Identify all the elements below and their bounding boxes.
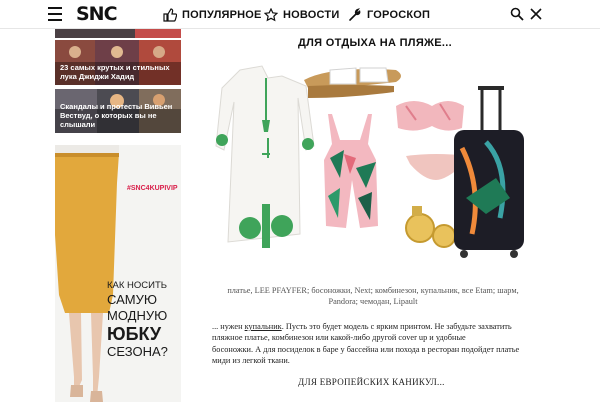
nav-news[interactable] — [264, 8, 339, 22]
nav-popular[interactable] — [163, 8, 262, 22]
nav-horoscope-label: ГОРОСКОП — [367, 9, 431, 21]
sidebar-card-image — [55, 29, 181, 38]
sidebar-card-vivienne-westwood[interactable] — [55, 89, 181, 133]
product-caption-line-1: платье, LEE PFAYFER; босоножки, Next; комбинезон, купальник, все Etam; шарм, — [227, 286, 519, 295]
top-header — [0, 0, 600, 29]
nav-horoscope[interactable] — [348, 8, 430, 22]
paragraph-line-1 — [212, 321, 534, 332]
suitcase-image — [454, 86, 524, 258]
ad-line-3: МОДНУЮ — [107, 308, 168, 323]
star-icon — [264, 8, 278, 22]
paragraph-line-3: босоножки. А для посиделок в баре у бассейна или похода в ресторан подойдет платье — [212, 344, 520, 354]
ad-hashtag: #SNC4KUPIVIP — [127, 185, 178, 192]
charm-image — [406, 206, 455, 247]
ad-line-1: КАК НОСИТЬ — [107, 280, 168, 291]
product-caption-line-2: Pandora; чемодан, Lipault — [328, 297, 418, 306]
search-icon[interactable] — [510, 7, 524, 21]
nav-news-label: НОВОСТИ — [283, 9, 340, 21]
nav-popular-label: ПОПУЛЯРНОЕ — [182, 9, 262, 21]
close-icon[interactable] — [529, 7, 543, 21]
sandals-image — [304, 68, 401, 98]
paragraph-text: . Пусть это будет модель с ярким принтом. Не забудьте захватить — [281, 322, 512, 331]
section-title-beach: ДЛЯ ОТДЫХА НА ПЛЯЖЕ... — [298, 37, 452, 49]
article-paragraph — [212, 321, 534, 367]
ad-line-5: СЕЗОНА? — [107, 344, 168, 359]
jumpsuit-image — [324, 114, 378, 228]
beach-outfit-collage — [210, 58, 530, 278]
site-logo[interactable]: SNC — [76, 3, 117, 25]
paragraph-line-4: миди из легкой ткани. — [212, 356, 290, 366]
wrench-icon — [348, 8, 362, 22]
ad-model-image — [55, 145, 181, 402]
ad-line-4: ЮБКУ — [107, 324, 162, 344]
product-caption — [212, 285, 534, 307]
ad-line-2: САМУЮ — [107, 292, 157, 307]
advertisement-banner[interactable] — [55, 145, 181, 402]
section-title-europe: ДЛЯ ЕВРОПЕЙСКИХ КАНИКУЛ... — [298, 377, 445, 387]
thumbs-up-icon — [163, 8, 177, 22]
ad-copy — [107, 279, 181, 360]
white-dress-image — [216, 66, 314, 248]
sidebar-card-caption: 23 самых крутых и стильных лука Джиджи Хадид — [60, 63, 170, 81]
swimsuit-link[interactable]: купальник — [244, 322, 282, 331]
sidebar-card-caption: Скандалы и протесты Вивьен Вествуд, о которых вы не слышали — [60, 102, 173, 129]
sidebar-card-gigi-hadid[interactable] — [55, 40, 181, 85]
paragraph-text: ... нужен — [212, 322, 245, 331]
menu-icon[interactable] — [48, 7, 62, 21]
paragraph-line-2: пляжное платье, комбинезон или какой-либо другой cover up и удобные — [212, 333, 466, 343]
sidebar-card-top-partial[interactable] — [55, 29, 181, 38]
